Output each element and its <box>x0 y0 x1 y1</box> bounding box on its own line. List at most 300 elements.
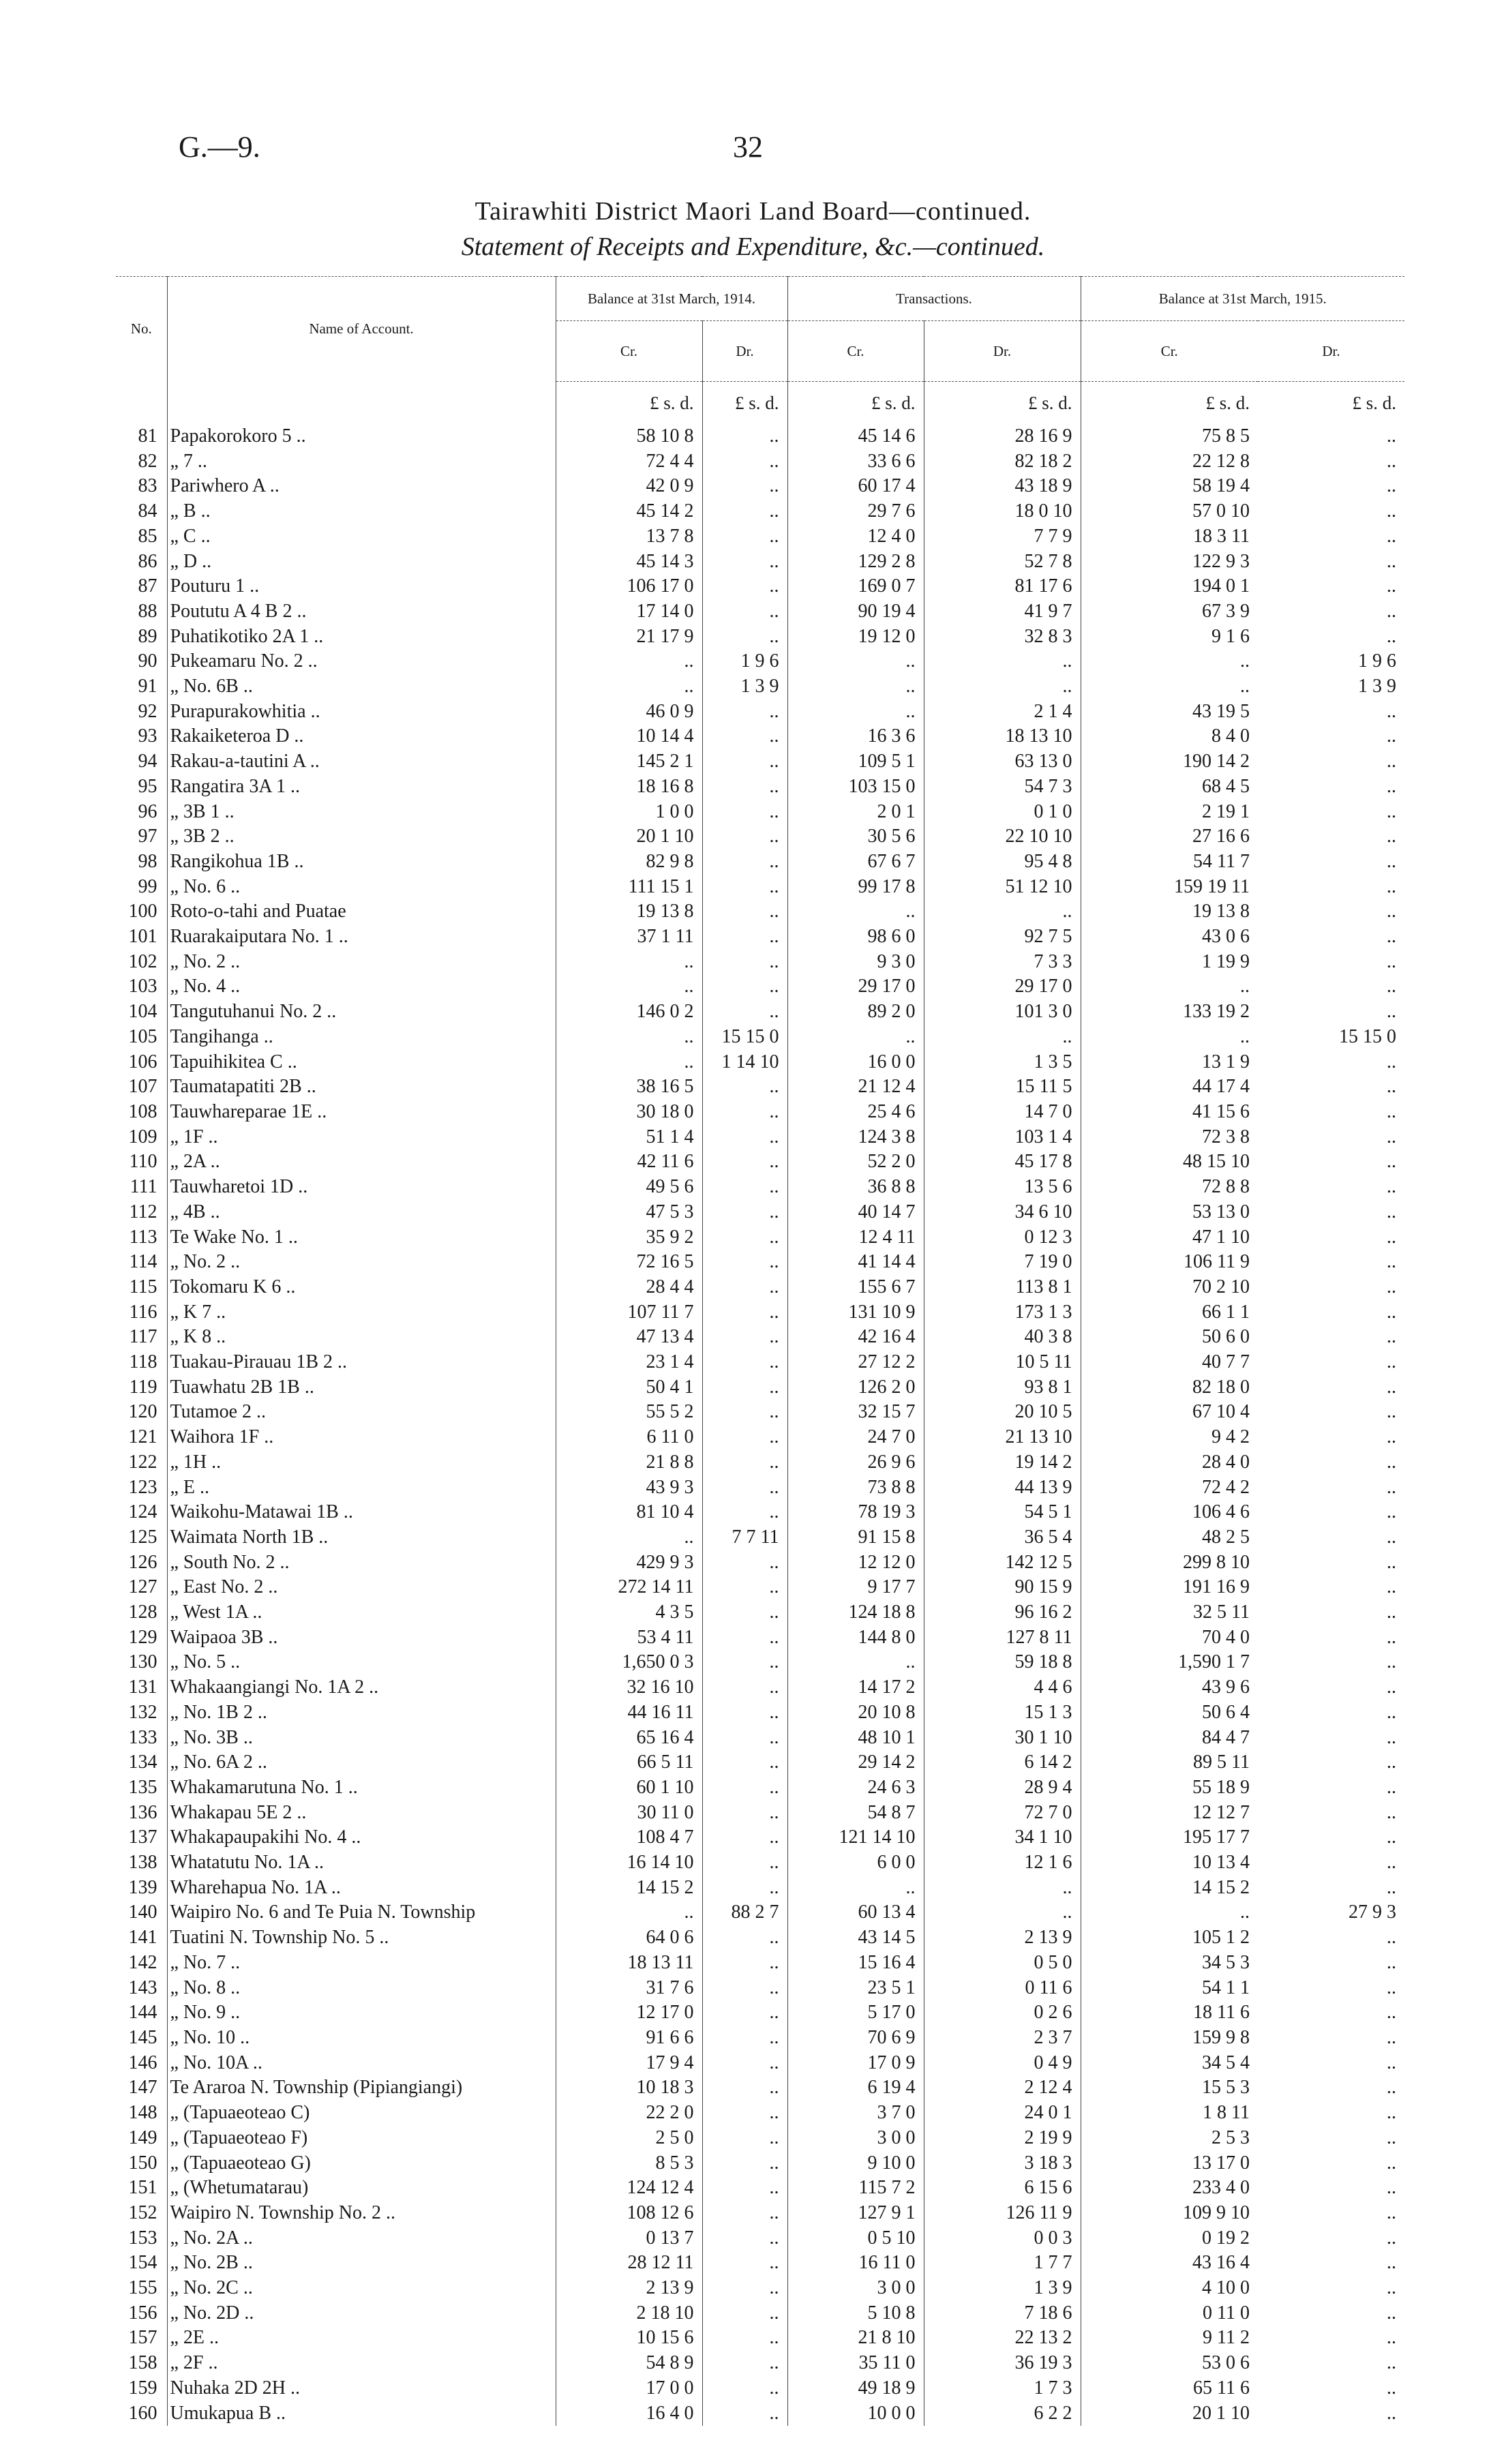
transactions-cr: 41 14 4 <box>787 1250 924 1275</box>
transactions-cr: 9 3 0 <box>787 950 924 975</box>
row-number: 146 <box>128 2052 157 2073</box>
balance-1914-cr: 72 4 4 <box>556 449 702 475</box>
balance-1915-dr: .. <box>1387 475 1396 497</box>
table-row <box>116 2201 1404 2226</box>
document-subtitle: Statement of Receipts and Expenditure, &c.—continued. <box>461 232 1045 261</box>
balance-1915-cr: 43 19 5 <box>1081 700 1258 725</box>
balance-1915-dr: 1 3 9 <box>1358 676 1396 697</box>
row-number: 145 <box>128 2027 157 2048</box>
transactions-dr: 28 16 9 <box>924 424 1081 449</box>
balance-1915-cr: 53 13 0 <box>1081 1200 1258 1225</box>
table-row <box>116 1100 1404 1125</box>
transactions-cr: 98 6 0 <box>787 925 924 950</box>
table-row <box>116 1726 1404 1751</box>
transactions-cr: 48 10 1 <box>787 1726 924 1751</box>
balance-1914-dr: .. <box>702 775 787 800</box>
balance-1915-cr: 22 12 8 <box>1081 449 1258 475</box>
balance-1914-dr: .. <box>702 1125 787 1150</box>
transactions-cr: 40 14 7 <box>787 1200 924 1225</box>
balance-1914-cr: 10 18 3 <box>556 2075 702 2101</box>
balance-1915-cr: 233 4 0 <box>1081 2176 1258 2201</box>
account-name: Te Araroa N. Township (Pipiangiangi) <box>167 2075 556 2101</box>
account-name: Whakapau 5E 2 .. <box>167 1801 556 1826</box>
transactions-dr: 2 13 9 <box>924 1925 1081 1951</box>
balance-1915-dr: .. <box>1387 600 1396 622</box>
balance-1914-dr: .. <box>702 950 787 975</box>
table-row <box>116 1600 1404 1625</box>
transactions-dr: 2 12 4 <box>924 2075 1081 2101</box>
transactions-dr: 34 1 10 <box>924 1825 1081 1850</box>
balance-1915-cr: 109 9 10 <box>1081 2201 1258 2226</box>
account-name: „ East No. 2 .. <box>167 1575 556 1600</box>
balance-1915-dr: .. <box>1387 2177 1396 2199</box>
table-row <box>116 2075 1404 2101</box>
balance-1914-dr: .. <box>702 1250 787 1275</box>
table-row <box>116 2101 1404 2126</box>
balance-1915-cr: 106 11 9 <box>1081 1250 1258 1275</box>
transactions-dr: 14 7 0 <box>924 1100 1081 1125</box>
transactions-dr: 6 2 2 <box>924 2401 1081 2427</box>
balance-1914-cr: 17 0 0 <box>556 2376 702 2401</box>
table-row <box>116 2176 1404 2201</box>
transactions-dr: 0 5 0 <box>924 1951 1081 1976</box>
row-number: 103 <box>128 976 157 997</box>
transactions-dr: 28 9 4 <box>924 1775 1081 1801</box>
balance-1914-dr: 88 2 7 <box>702 1900 787 1925</box>
transactions-dr: 7 3 3 <box>924 950 1081 975</box>
table-row <box>116 1325 1404 1350</box>
row-number: 157 <box>128 2327 157 2349</box>
table-row <box>116 449 1404 475</box>
row-number: 123 <box>128 1476 157 1498</box>
balance-1914-dr: .. <box>702 1650 787 1675</box>
balance-1914-cr: 81 10 4 <box>556 1500 702 1525</box>
col-b15-dr-header: Dr. <box>1258 321 1404 382</box>
transactions-dr: 22 10 10 <box>924 824 1081 850</box>
table-row <box>116 1700 1404 1726</box>
col-t-cr-header: Cr. <box>787 321 924 382</box>
row-number: 115 <box>129 1276 157 1297</box>
balance-1915-cr: 43 16 4 <box>1081 2251 1258 2276</box>
balance-1915-cr: 40 7 7 <box>1081 1350 1258 1375</box>
balance-1914-cr: 2 5 0 <box>556 2126 702 2151</box>
balance-1914-dr: .. <box>702 974 787 1000</box>
transactions-cr: 35 11 0 <box>787 2351 924 2376</box>
transactions-dr: 0 11 6 <box>924 1976 1081 2001</box>
balance-1915-dr: .. <box>1387 1051 1396 1072</box>
account-name: „ K 8 .. <box>167 1325 556 1350</box>
transactions-cr: 115 7 2 <box>787 2176 924 2201</box>
balance-1915-dr: .. <box>1387 2227 1396 2249</box>
row-number: 121 <box>128 1426 157 1448</box>
transactions-dr: 15 1 3 <box>924 1700 1081 1726</box>
table-row <box>116 2376 1404 2401</box>
transactions-cr: 16 11 0 <box>787 2251 924 2276</box>
transactions-cr: .. <box>787 1876 924 1901</box>
balance-1915-cr: 159 9 8 <box>1081 2026 1258 2051</box>
row-number: 128 <box>128 1602 157 1623</box>
table-row <box>116 424 1404 449</box>
transactions-dr: 92 7 5 <box>924 925 1081 950</box>
table-row <box>116 474 1404 499</box>
balance-1915-dr: 27 9 3 <box>1349 1902 1396 1923</box>
table-row <box>116 1200 1404 1225</box>
balance-1915-dr: .. <box>1387 1126 1396 1147</box>
transactions-cr: 45 14 6 <box>787 424 924 449</box>
row-number: 141 <box>128 1927 157 1949</box>
account-name: „ 4B .. <box>167 1200 556 1225</box>
transactions-cr: 126 2 0 <box>787 1375 924 1400</box>
balance-1914-cr: 21 17 9 <box>556 625 702 650</box>
transactions-cr: 89 2 0 <box>787 1000 924 1025</box>
table-row <box>116 1500 1404 1525</box>
balance-1915-cr: 18 11 6 <box>1081 2000 1258 2026</box>
account-name: „ No. 7 .. <box>167 1951 556 1976</box>
balance-1915-dr: .. <box>1387 450 1396 472</box>
transactions-dr: 90 15 9 <box>924 1575 1081 1600</box>
balance-1914-dr: .. <box>702 1850 787 1876</box>
balance-1914-cr: 30 11 0 <box>556 1801 702 1826</box>
transactions-cr: 24 7 0 <box>787 1425 924 1450</box>
balance-1915-cr: 14 15 2 <box>1081 1876 1258 1901</box>
transactions-cr: 99 17 8 <box>787 875 924 900</box>
balance-1915-cr: 13 17 0 <box>1081 2151 1258 2176</box>
row-number: 137 <box>128 1827 157 1848</box>
transactions-cr: 155 6 7 <box>787 1275 924 1300</box>
table-row <box>116 1575 1404 1600</box>
units-row <box>116 382 1404 425</box>
row-number: 92 <box>138 700 157 722</box>
transactions-dr: 34 6 10 <box>924 1200 1081 1225</box>
table-row <box>116 1000 1404 1025</box>
balance-1914-dr: .. <box>702 2251 787 2276</box>
balance-1914-dr: .. <box>702 1375 787 1400</box>
table-row <box>116 574 1404 599</box>
account-name: „ 2A .. <box>167 1150 556 1175</box>
row-number: 152 <box>128 2202 157 2223</box>
account-name: „ No. 6A 2 .. <box>167 1750 556 1775</box>
balance-1914-dr: .. <box>702 1750 787 1775</box>
row-number: 86 <box>138 550 157 572</box>
balance-1915-dr: .. <box>1387 1651 1396 1673</box>
balance-1914-dr: .. <box>702 1400 787 1425</box>
account-name: „ West 1A .. <box>167 1600 556 1625</box>
col-name-header: Name of Account. <box>167 277 556 382</box>
transactions-cr: 14 17 2 <box>787 1675 924 1700</box>
balance-1915-cr: 9 1 6 <box>1081 625 1258 650</box>
balance-1914-dr: .. <box>702 1775 787 1801</box>
balance-1914-dr: .. <box>702 2326 787 2351</box>
balance-1915-cr: .. <box>1081 1025 1258 1050</box>
balance-1915-cr: .. <box>1081 649 1258 674</box>
balance-1914-cr: 38 16 5 <box>556 1075 702 1100</box>
balance-1915-dr: .. <box>1387 1076 1396 1098</box>
account-name: „ No. 5 .. <box>167 1650 556 1675</box>
transactions-cr: 5 10 8 <box>787 2301 924 2326</box>
balance-1914-dr: .. <box>702 2075 787 2101</box>
account-name: „ No. 2D .. <box>167 2301 556 2326</box>
balance-1915-cr: 34 5 4 <box>1081 2051 1258 2076</box>
balance-1915-dr: .. <box>1387 575 1396 597</box>
account-name: „ No. 4 .. <box>167 974 556 1000</box>
table-row <box>116 1525 1404 1550</box>
table-row <box>116 1550 1404 1576</box>
account-name: „ No. 2C .. <box>167 2276 556 2301</box>
transactions-cr: 6 0 0 <box>787 1850 924 1876</box>
transactions-dr: 13 5 6 <box>924 1175 1081 1200</box>
transactions-dr: 2 19 9 <box>924 2126 1081 2151</box>
table-row <box>116 1900 1404 1925</box>
balance-1914-dr: .. <box>702 524 787 550</box>
balance-1914-cr: 82 9 8 <box>556 850 702 875</box>
col-balance-1914-header: Balance at 31st March, 1914. <box>556 277 787 321</box>
transactions-dr: 19 14 2 <box>924 1450 1081 1475</box>
transactions-dr: 0 1 0 <box>924 800 1081 825</box>
account-name: Whakapaupakihi No. 4 .. <box>167 1825 556 1850</box>
row-number: 153 <box>128 2227 157 2249</box>
account-name: Poututu A 4 B 2 .. <box>167 599 556 625</box>
balance-1914-dr: .. <box>702 2026 787 2051</box>
balance-1914-cr: 10 14 4 <box>556 724 702 749</box>
balance-1914-dr: .. <box>702 1075 787 1100</box>
balance-1914-dr: .. <box>702 2151 787 2176</box>
row-number: 106 <box>128 1051 157 1072</box>
transactions-dr: 113 8 1 <box>924 1275 1081 1300</box>
row-number: 142 <box>128 1951 157 1973</box>
transactions-cr: 2 0 1 <box>787 800 924 825</box>
transactions-cr: 9 10 0 <box>787 2151 924 2176</box>
balance-1915-cr: 195 17 7 <box>1081 1825 1258 1850</box>
row-number: 99 <box>138 875 157 897</box>
account-name: Te Wake No. 1 .. <box>167 1225 556 1250</box>
balance-1915-cr: 65 11 6 <box>1081 2376 1258 2401</box>
balance-1915-cr: 72 4 2 <box>1081 1475 1258 1501</box>
transactions-cr: 19 12 0 <box>787 625 924 650</box>
balance-1915-dr: .. <box>1387 2352 1396 2374</box>
account-name: „ D .. <box>167 550 556 575</box>
balance-1914-dr: .. <box>702 1175 787 1200</box>
balance-1915-dr: .. <box>1387 2027 1396 2048</box>
balance-1914-cr: 60 1 10 <box>556 1775 702 1801</box>
transactions-dr: 4 4 6 <box>924 1675 1081 1700</box>
account-name: „ (Tapuaeoteao C) <box>167 2101 556 2126</box>
table-row <box>116 2126 1404 2151</box>
transactions-dr: 12 1 6 <box>924 1850 1081 1876</box>
transactions-dr: 15 11 5 <box>924 1075 1081 1100</box>
balance-1915-dr: .. <box>1387 1776 1396 1798</box>
account-name: Rangikohua 1B .. <box>167 850 556 875</box>
transactions-cr: 103 15 0 <box>787 775 924 800</box>
transactions-dr: 41 9 7 <box>924 599 1081 625</box>
balance-1914-cr: 16 14 10 <box>556 1850 702 1876</box>
balance-1915-dr: .. <box>1387 1602 1396 1623</box>
balance-1915-dr: .. <box>1387 2302 1396 2324</box>
col-transactions-header: Transactions. <box>787 277 1081 321</box>
balance-1914-cr: 64 0 6 <box>556 1925 702 1951</box>
balance-1914-cr: 66 5 11 <box>556 1750 702 1775</box>
account-name: „ 3B 2 .. <box>167 824 556 850</box>
row-number: 87 <box>138 575 157 597</box>
account-name: „ No. 2 .. <box>167 950 556 975</box>
transactions-dr: 1 3 5 <box>924 1050 1081 1075</box>
balance-1914-cr: 58 10 8 <box>556 424 702 449</box>
balance-1914-cr: .. <box>556 974 702 1000</box>
balance-1914-cr: 21 8 8 <box>556 1450 702 1475</box>
balance-1915-dr: .. <box>1387 550 1396 572</box>
balance-1915-cr: 28 4 0 <box>1081 1450 1258 1475</box>
balance-1914-cr: 1,650 0 3 <box>556 1650 702 1675</box>
transactions-cr: 29 14 2 <box>787 1750 924 1775</box>
row-number: 148 <box>128 2102 157 2124</box>
balance-1914-dr: .. <box>702 2376 787 2401</box>
balance-1915-dr: .. <box>1387 2102 1396 2124</box>
transactions-dr: 36 19 3 <box>924 2351 1081 2376</box>
balance-1915-dr: .. <box>1387 1801 1396 1823</box>
table-row <box>116 1775 1404 1801</box>
units-label: £ s. d. <box>556 382 702 425</box>
balance-1915-dr: .. <box>1387 525 1396 547</box>
account-name: „ 7 .. <box>167 449 556 475</box>
transactions-cr: 121 14 10 <box>787 1825 924 1850</box>
row-number: 89 <box>138 625 157 647</box>
page-number: 32 <box>733 130 763 164</box>
transactions-cr: 144 8 0 <box>787 1625 924 1651</box>
balance-1914-dr: .. <box>702 1951 787 1976</box>
balance-1914-dr: .. <box>702 599 787 625</box>
table-row <box>116 950 1404 975</box>
balance-1915-dr: .. <box>1387 751 1396 772</box>
table-row <box>116 2000 1404 2026</box>
transactions-dr: 18 0 10 <box>924 499 1081 524</box>
balance-1914-cr: 54 8 9 <box>556 2351 702 2376</box>
balance-1914-dr: .. <box>702 899 787 925</box>
table-row <box>116 1475 1404 1501</box>
transactions-cr: 60 17 4 <box>787 474 924 499</box>
balance-1914-dr: .. <box>702 700 787 725</box>
account-name: Whakamarutuna No. 1 .. <box>167 1775 556 1801</box>
table-row <box>116 1750 1404 1775</box>
table-row <box>116 1450 1404 1475</box>
table-body <box>116 382 1404 2427</box>
balance-1914-cr: 31 7 6 <box>556 1976 702 2001</box>
transactions-cr: 23 5 1 <box>787 1976 924 2001</box>
row-number: 154 <box>128 2252 157 2274</box>
transactions-cr: 29 17 0 <box>787 974 924 1000</box>
balance-1914-cr: 46 0 9 <box>556 700 702 725</box>
transactions-dr: 101 3 0 <box>924 1000 1081 1025</box>
balance-1915-dr: .. <box>1387 850 1396 872</box>
balance-1914-cr: 18 16 8 <box>556 775 702 800</box>
account-name: Pukeamaru No. 2 .. <box>167 649 556 674</box>
balance-1914-cr: .. <box>556 950 702 975</box>
balance-1915-dr: .. <box>1387 1726 1396 1748</box>
transactions-dr: 20 10 5 <box>924 1400 1081 1425</box>
row-number: 119 <box>129 1376 157 1398</box>
table-row <box>116 800 1404 825</box>
balance-1915-dr: .. <box>1387 775 1396 797</box>
balance-1914-dr: .. <box>702 1000 787 1025</box>
transactions-dr: 72 7 0 <box>924 1801 1081 1826</box>
table-row <box>116 1675 1404 1700</box>
balance-1915-dr: .. <box>1387 1576 1396 1598</box>
transactions-cr: 33 6 6 <box>787 449 924 475</box>
balance-1914-dr: .. <box>702 2000 787 2026</box>
table-row <box>116 1050 1404 1075</box>
account-name: Umukapua B .. <box>167 2401 556 2427</box>
balance-1914-dr: .. <box>702 574 787 599</box>
balance-1915-cr: 32 5 11 <box>1081 1600 1258 1625</box>
balance-1915-cr: 43 0 6 <box>1081 925 1258 950</box>
account-name: „ 2E .. <box>167 2326 556 2351</box>
balance-1915-cr: 20 1 10 <box>1081 2401 1258 2427</box>
transactions-dr: 0 12 3 <box>924 1225 1081 1250</box>
account-name: Waipaoa 3B .. <box>167 1625 556 1651</box>
table-row <box>116 1650 1404 1675</box>
transactions-dr: .. <box>924 899 1081 925</box>
transactions-dr: 6 15 6 <box>924 2176 1081 2201</box>
table-row <box>116 674 1404 700</box>
col-b15-cr-header: Cr. <box>1081 321 1258 382</box>
row-number: 104 <box>128 1001 157 1023</box>
transactions-dr: 82 18 2 <box>924 449 1081 475</box>
table-row <box>116 1150 1404 1175</box>
balance-1915-dr: .. <box>1387 2052 1396 2073</box>
table-row <box>116 974 1404 1000</box>
balance-1915-dr: .. <box>1387 1677 1396 1698</box>
row-number: 150 <box>128 2152 157 2174</box>
balance-1914-cr: 72 16 5 <box>556 1250 702 1275</box>
balance-1914-dr: .. <box>702 1275 787 1300</box>
transactions-cr: 52 2 0 <box>787 1150 924 1175</box>
account-name: „ South No. 2 .. <box>167 1550 556 1576</box>
transactions-dr: 0 4 9 <box>924 2051 1081 2076</box>
row-number: 107 <box>128 1076 157 1098</box>
account-name: „ No. 10A .. <box>167 2051 556 2076</box>
table-row <box>116 599 1404 625</box>
balance-1915-cr: 34 5 3 <box>1081 1951 1258 1976</box>
account-name: „ C .. <box>167 524 556 550</box>
balance-1914-cr: 23 1 4 <box>556 1350 702 1375</box>
transactions-cr: 70 6 9 <box>787 2026 924 2051</box>
account-name: Ruarakaiputara No. 1 .. <box>167 925 556 950</box>
transactions-dr: 45 17 8 <box>924 1150 1081 1175</box>
balance-1914-cr: 1 0 0 <box>556 800 702 825</box>
row-number: 151 <box>128 2177 157 2199</box>
balance-1915-dr: .. <box>1387 826 1396 847</box>
transactions-cr: .. <box>787 1025 924 1050</box>
transactions-dr: 103 1 4 <box>924 1125 1081 1150</box>
balance-1915-dr: .. <box>1387 1201 1396 1222</box>
row-number: 134 <box>128 1752 157 1773</box>
balance-1915-cr: 19 13 8 <box>1081 899 1258 925</box>
row-number: 155 <box>128 2277 157 2299</box>
account-name: „ No. 6B .. <box>167 674 556 700</box>
balance-1915-cr: 84 4 7 <box>1081 1726 1258 1751</box>
account-name: „ 1H .. <box>167 1450 556 1475</box>
table-row <box>116 1400 1404 1425</box>
table-row <box>116 1976 1404 2001</box>
balance-1915-dr: .. <box>1387 700 1396 722</box>
transactions-dr: 7 7 9 <box>924 524 1081 550</box>
balance-1914-dr: .. <box>702 474 787 499</box>
balance-1915-dr: .. <box>1387 1100 1396 1122</box>
balance-1914-cr: 13 7 8 <box>556 524 702 550</box>
transactions-cr: 109 5 1 <box>787 749 924 775</box>
balance-1914-cr: 55 5 2 <box>556 1400 702 1425</box>
account-name: „ No. 3B .. <box>167 1726 556 1751</box>
balance-1914-cr: 0 13 7 <box>556 2226 702 2251</box>
table-row <box>116 1175 1404 1200</box>
